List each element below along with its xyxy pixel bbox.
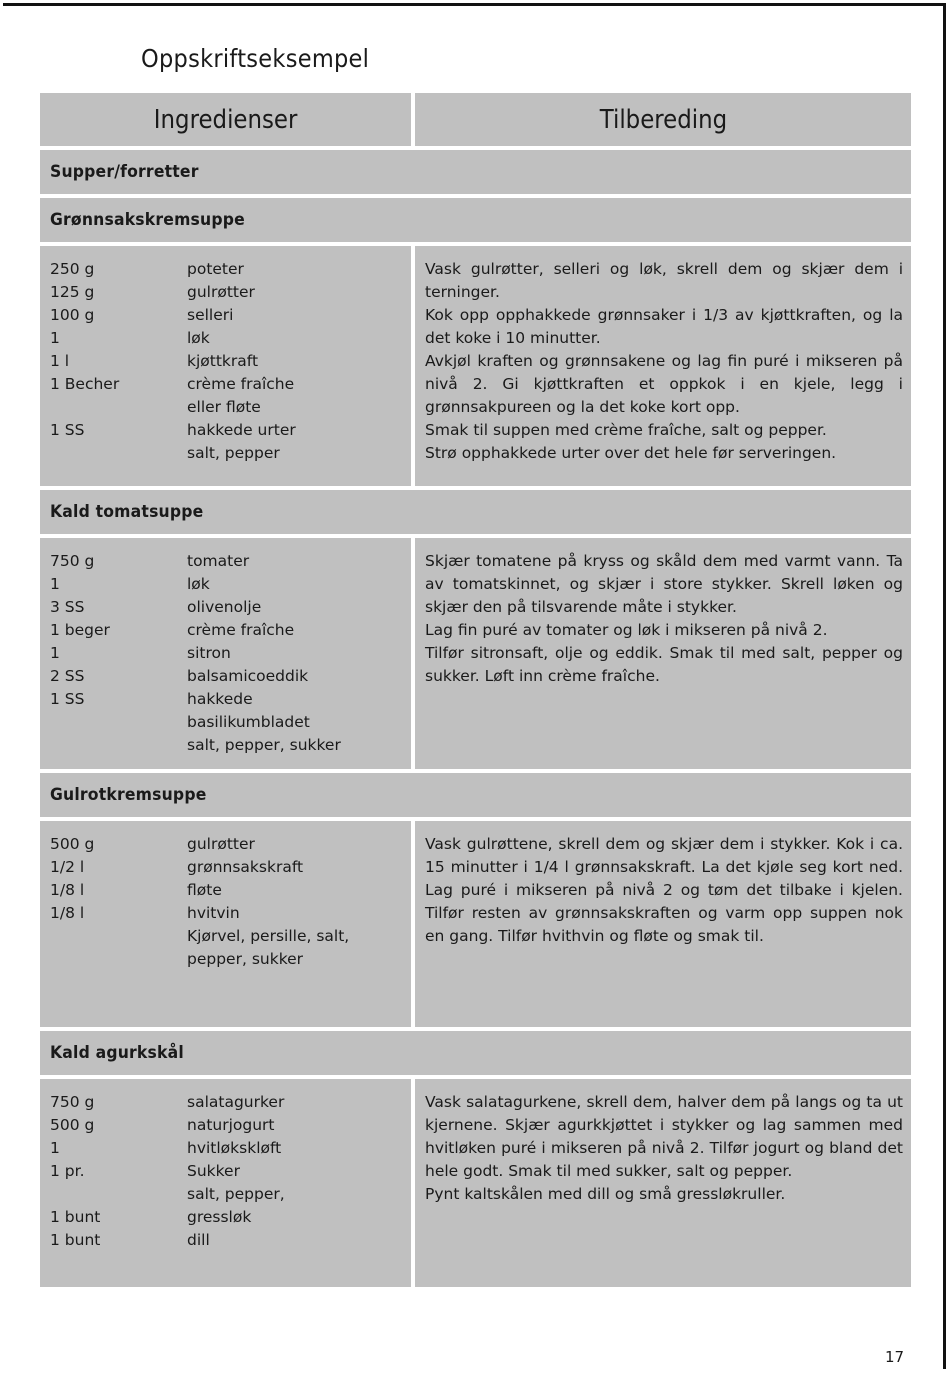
table-header-row <box>40 93 911 146</box>
preparation-cell <box>415 821 911 1027</box>
preparation-step: Skjær tomatene på kryss og skåld dem med varmt vann. Ta av tomatskinnet, og skjær i store stykker. Skrell løken og skjær den på tilsvarende måte i stykker. <box>425 552 903 616</box>
ingredient-line <box>50 734 401 757</box>
ingredient-name: fløte <box>187 881 222 899</box>
preparation-step: Pynt kaltskålen med dill og små gressløkruller. <box>425 1185 786 1203</box>
ingredient-name: selleri <box>187 306 234 324</box>
recipe-content-row <box>40 1079 911 1287</box>
preparation-step: Lag fin puré av tomater og løk i mikseren på nivå 2. <box>425 621 828 639</box>
ingredients-cell <box>40 1079 411 1287</box>
ingredient-line <box>50 1229 401 1252</box>
ingredient-line <box>50 258 401 281</box>
ingredient-quantity: 1 <box>50 329 60 347</box>
recipe-title-row <box>40 1031 911 1075</box>
ingredient-line <box>50 1183 401 1206</box>
recipe-title: Kald agurkskål <box>50 1043 184 1063</box>
header-ingredients-label: Ingredienser <box>153 104 298 135</box>
ingredient-line <box>50 925 401 948</box>
ingredient-quantity <box>50 442 187 465</box>
ingredient-line <box>50 550 401 573</box>
recipe-title: Grønnsakskremsuppe <box>50 210 245 230</box>
ingredient-name: salatagurker <box>187 1093 285 1111</box>
ingredient-line <box>50 1091 401 1114</box>
ingredient-name: hvitløkskløft <box>187 1139 282 1157</box>
ingredient-quantity <box>50 925 187 948</box>
ingredient-quantity: 1 Becher <box>50 375 120 393</box>
preparation-cell <box>415 1079 911 1287</box>
ingredient-quantity <box>50 734 187 757</box>
ingredient-name: grønnsakskraft <box>187 858 304 876</box>
ingredient-name: hvitvin <box>187 904 240 922</box>
ingredient-quantity <box>50 948 187 971</box>
ingredient-quantity: 125 g <box>50 283 95 301</box>
ingredient-name: gulrøtter <box>187 835 255 853</box>
ingredient-name: salt, pepper <box>187 444 280 462</box>
ingredient-name: løk <box>187 329 210 347</box>
ingredient-name: balsamicoeddik <box>187 667 309 685</box>
header-preparation-label: Tilbereding <box>599 104 727 135</box>
ingredient-quantity: 1 <box>50 1139 60 1157</box>
ingredient-line <box>50 573 401 596</box>
ingredient-line <box>50 281 401 304</box>
ingredient-line <box>50 711 401 734</box>
ingredient-quantity: 500 g <box>50 835 95 853</box>
ingredient-quantity: 100 g <box>50 306 95 324</box>
preparation-cell <box>415 538 911 769</box>
ingredient-quantity: 1 <box>50 644 60 662</box>
ingredient-quantity: 2 SS <box>50 667 85 685</box>
ingredient-line <box>50 373 401 396</box>
ingredient-line <box>50 665 401 688</box>
preparation-step: Avkjøl kraften og grønnsakene og lag fin puré i mikseren på nivå 2. Gi kjøttkraften et oppkok i en kjele, legg i grønnsakpureen og la det koke kort opp. <box>425 352 903 416</box>
ingredient-name: poteter <box>187 260 244 278</box>
ingredient-name: basilikumbladet <box>187 713 310 731</box>
recipe-title: Kald tomatsuppe <box>50 502 204 522</box>
preparation-step: Kok opp opphakkede grønnsaker i 1/3 av kjøttkraften, og la det koke i 10 minutter. <box>425 306 903 347</box>
ingredient-name: pepper, sukker <box>187 950 304 968</box>
ingredient-quantity: 1 <box>50 575 60 593</box>
ingredient-line <box>50 1160 401 1183</box>
recipe-list <box>40 198 911 1287</box>
ingredient-quantity: 750 g <box>50 552 95 570</box>
ingredient-line <box>50 396 401 419</box>
ingredient-line <box>50 304 401 327</box>
preparation-step: Vask gulrøtter, selleri og løk, skrell dem og skjær dem i terninger. <box>425 260 903 301</box>
ingredient-name: kjøttkraft <box>187 352 259 370</box>
ingredient-quantity: 1 SS <box>50 421 85 439</box>
ingredient-name: eller fløte <box>187 398 261 416</box>
ingredient-quantity: 500 g <box>50 1116 95 1134</box>
ingredient-line <box>50 856 401 879</box>
ingredients-cell <box>40 246 411 486</box>
header-ingredients <box>40 93 411 146</box>
ingredient-quantity: 1 bunt <box>50 1231 101 1249</box>
ingredient-name: løk <box>187 575 210 593</box>
preparation-step: Vask gulrøttene, skrell dem og skjær dem i stykker. Kok i ca. 15 minutter i 1/4 l grønnsakskraft. La det kjøle seg kort ned. Lag puré i mikseren på nivå 2 og tøm det tilbake i kjelen. Tilfør resten av grønnsakskraften og varm opp suppen nok en gang. Tilfør hvithvin og fløte og smak til. <box>425 835 903 945</box>
category-label: Supper/forretter <box>50 162 199 182</box>
ingredient-line <box>50 688 401 711</box>
ingredient-line <box>50 902 401 925</box>
ingredient-name: tomater <box>187 552 250 570</box>
ingredient-line <box>50 350 401 373</box>
ingredient-line <box>50 327 401 350</box>
ingredient-line <box>50 833 401 856</box>
ingredient-name: sitron <box>187 644 231 662</box>
page-frame-right <box>943 3 946 1369</box>
ingredient-quantity: 1 beger <box>50 621 110 639</box>
ingredient-line <box>50 596 401 619</box>
recipe-title-row <box>40 490 911 534</box>
ingredient-quantity: 1 SS <box>50 690 85 708</box>
ingredient-line <box>50 948 401 971</box>
page-number: 17 <box>885 1348 905 1366</box>
ingredient-name: hakkede <box>187 690 253 708</box>
ingredient-quantity <box>50 396 187 419</box>
header-preparation <box>415 93 911 146</box>
ingredient-name: olivenolje <box>187 598 262 616</box>
ingredient-name: crème fraîche <box>187 375 295 393</box>
ingredient-quantity: 3 SS <box>50 598 85 616</box>
ingredient-name: salt, pepper, <box>187 1185 285 1203</box>
ingredient-quantity: 1 bunt <box>50 1208 101 1226</box>
ingredient-name: Sukker <box>187 1162 240 1180</box>
ingredient-line <box>50 1137 401 1160</box>
ingredient-name: hakkede urter <box>187 421 296 439</box>
ingredients-cell <box>40 538 411 769</box>
preparation-step: Vask salatagurkene, skrell dem, halver dem på langs og ta ut kjernene. Skjær agurkkjøttet i stykker og lag sammen med hvitløken puré i mikseren på nivå 2. Tilfør jogurt og bland det hele godt. Smak til med sukker, salt og pepper. <box>425 1093 903 1180</box>
ingredient-name: dill <box>187 1231 210 1249</box>
ingredient-line <box>50 879 401 902</box>
ingredient-line <box>50 619 401 642</box>
recipe-content-row <box>40 538 911 769</box>
ingredient-name: Kjørvel, persille, salt, <box>187 927 350 945</box>
ingredients-cell <box>40 821 411 1027</box>
ingredient-name: naturjogurt <box>187 1116 275 1134</box>
category-row <box>40 150 911 194</box>
recipe-title-row <box>40 198 911 242</box>
page-frame-top <box>3 3 946 6</box>
ingredient-quantity: 1 l <box>50 352 70 370</box>
page-title: Oppskriftseksempel <box>141 44 370 73</box>
ingredient-quantity <box>50 711 187 734</box>
ingredient-quantity: 1/8 l <box>50 881 85 899</box>
ingredient-line <box>50 1114 401 1137</box>
recipe-table <box>40 93 911 1291</box>
recipe-title: Gulrotkremsuppe <box>50 785 207 805</box>
ingredient-name: salt, pepper, sukker <box>187 736 341 754</box>
ingredient-name: gressløk <box>187 1208 252 1226</box>
recipe-title-row <box>40 773 911 817</box>
ingredient-line <box>50 1206 401 1229</box>
ingredient-quantity: 250 g <box>50 260 95 278</box>
ingredient-quantity <box>50 1183 187 1206</box>
ingredient-quantity: 1/2 l <box>50 858 85 876</box>
recipe-content-row <box>40 246 911 486</box>
recipe-content-row <box>40 821 911 1027</box>
ingredient-line <box>50 442 401 465</box>
ingredient-quantity: 1/8 l <box>50 904 85 922</box>
ingredient-name: gulrøtter <box>187 283 255 301</box>
ingredient-line <box>50 642 401 665</box>
ingredient-quantity: 1 pr. <box>50 1162 85 1180</box>
preparation-step: Tilfør sitronsaft, olje og eddik. Smak til med salt, pepper og sukker. Løft inn crème fraîche. <box>425 644 903 685</box>
preparation-step: Smak til suppen med crème fraîche, salt og pepper. <box>425 421 827 439</box>
preparation-cell <box>415 246 911 486</box>
ingredient-quantity: 750 g <box>50 1093 95 1111</box>
ingredient-name: crème fraîche <box>187 621 295 639</box>
ingredient-line <box>50 419 401 442</box>
preparation-step: Strø opphakkede urter over det hele før serveringen. <box>425 444 837 462</box>
